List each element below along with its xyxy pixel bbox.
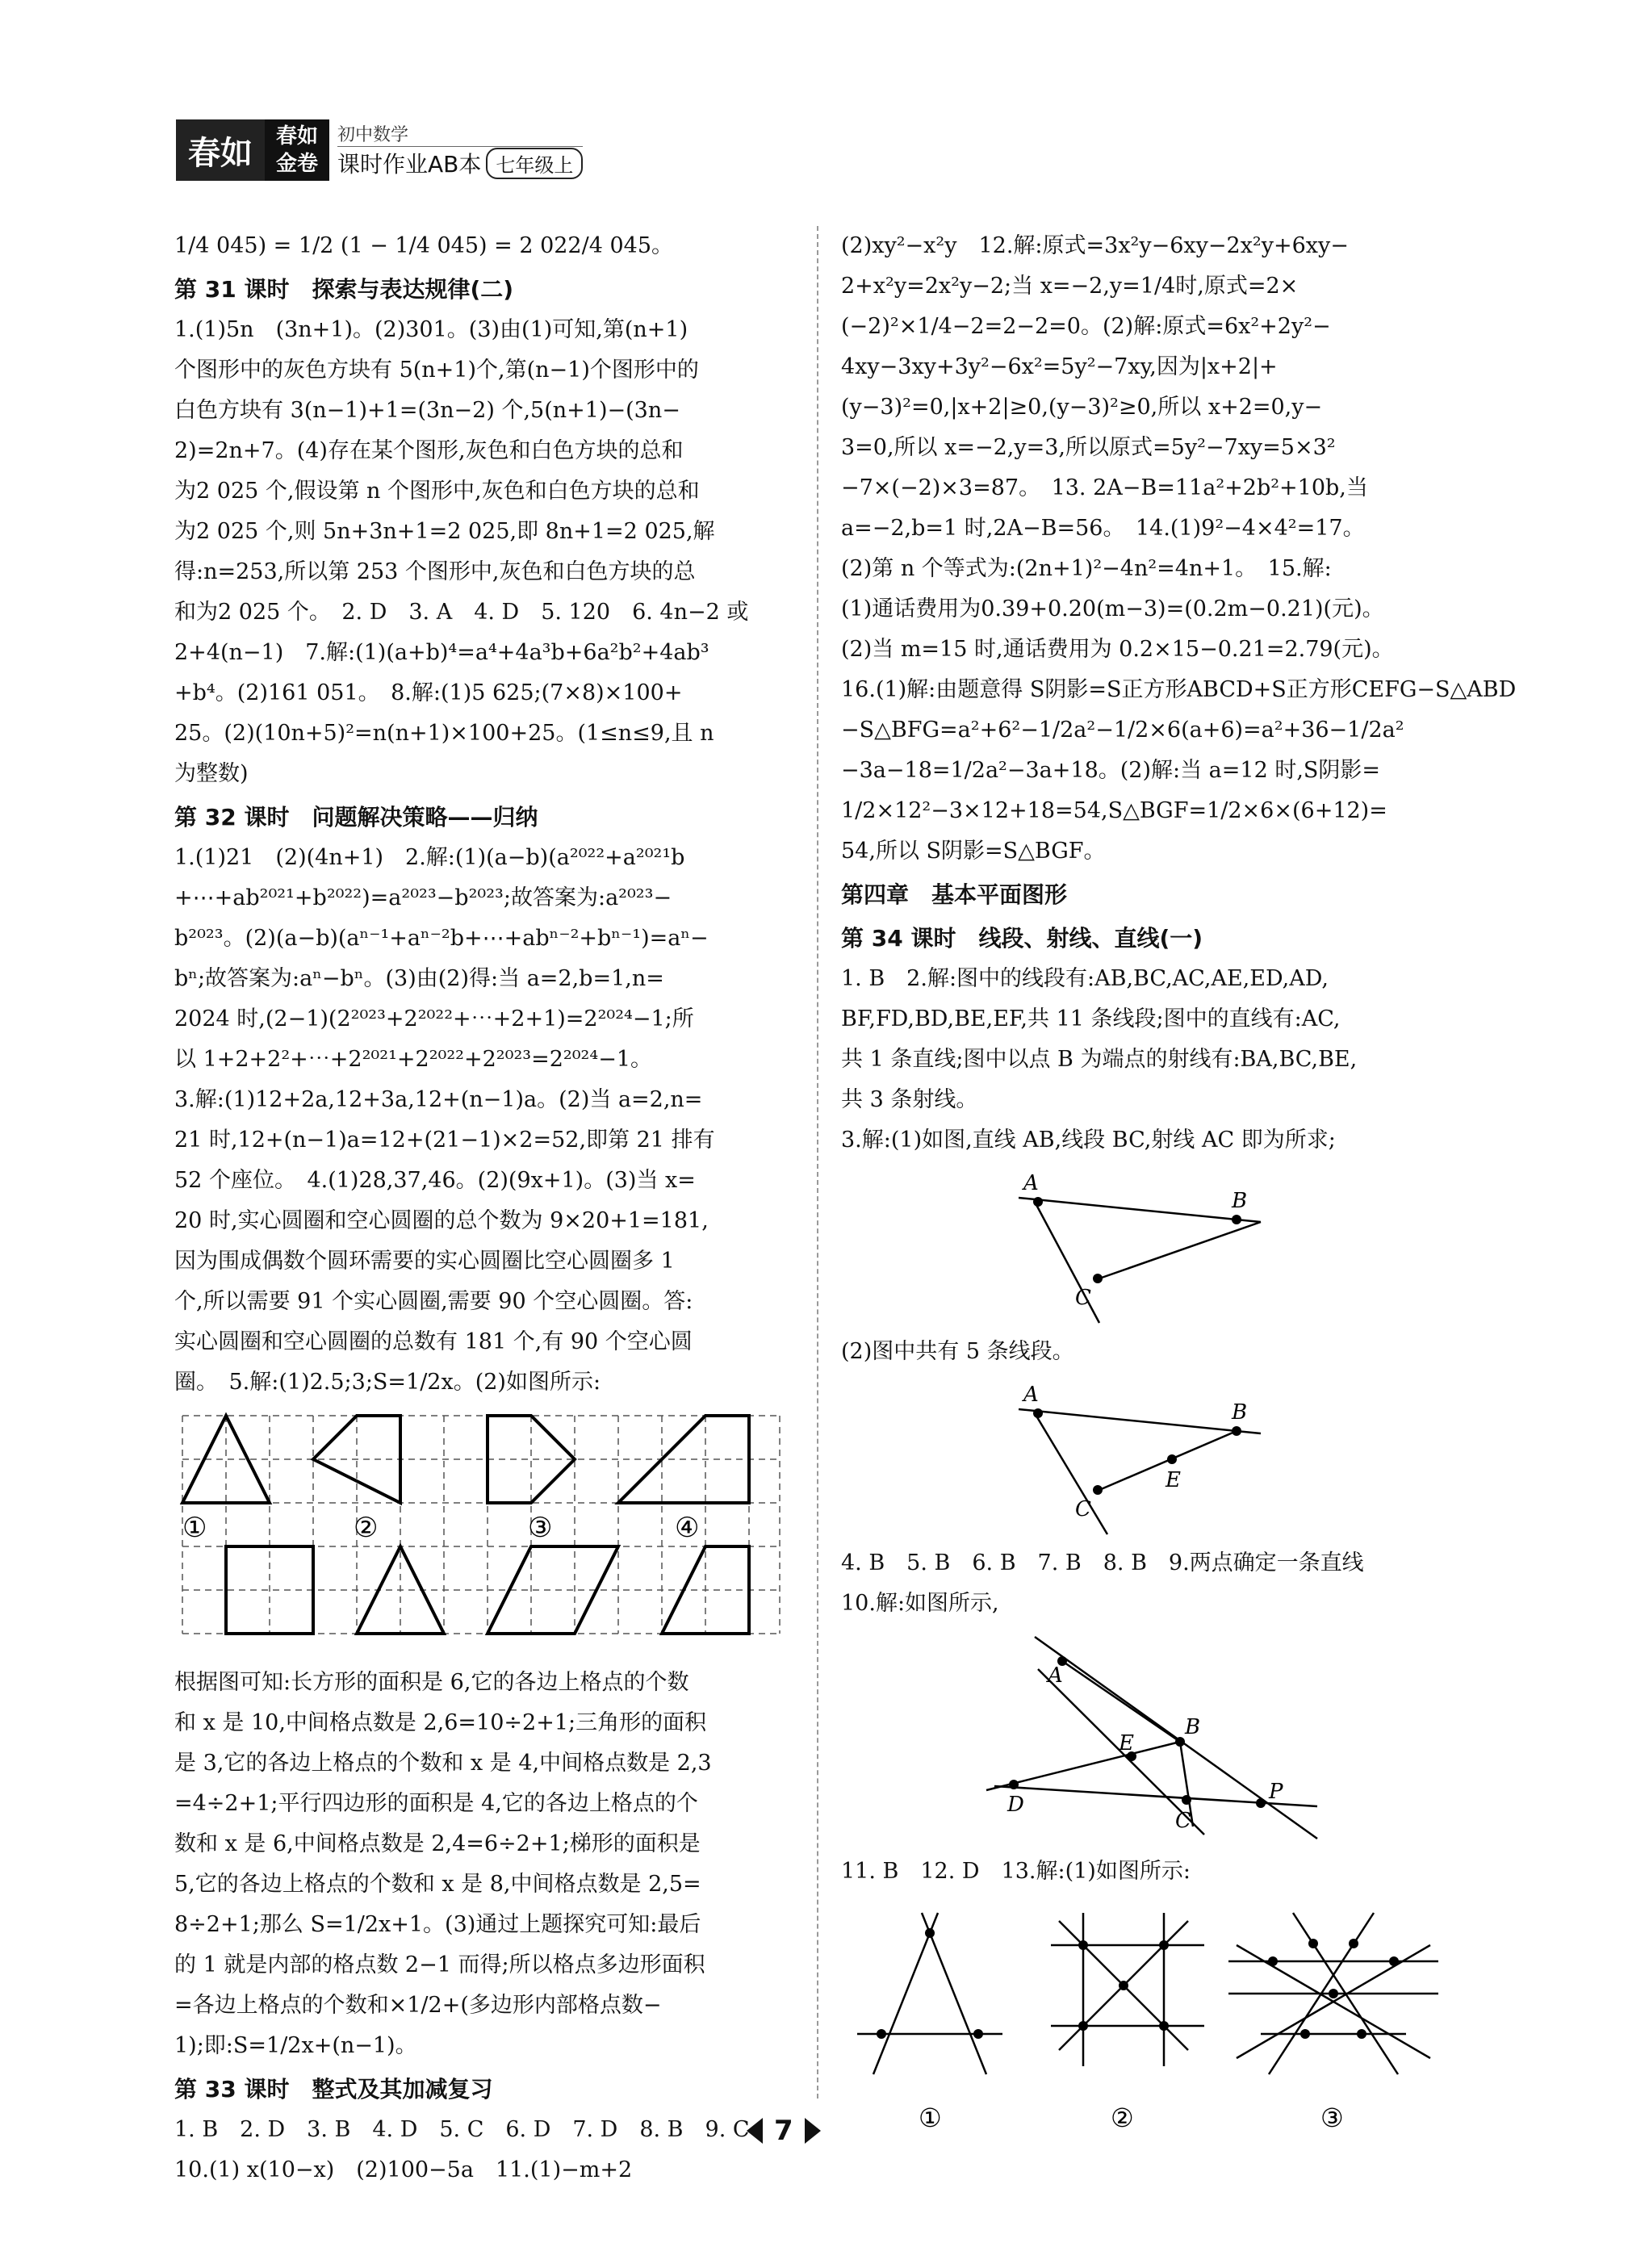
point-c	[1093, 1274, 1103, 1283]
intersection-point	[1078, 1940, 1088, 1950]
intersection-point	[925, 1928, 935, 1938]
text-line: 根据图可知:长方形的面积是 6,它的各边上格点的个数	[174, 1670, 689, 1695]
text-line: 16.(1)解:由题意得 S阴影=S正方形ABCD+S正方形CEFG−S△ABD	[841, 677, 1517, 702]
point-label: B	[1232, 1400, 1248, 1425]
text-line: 数和 x 是 6,中间格点数是 2,4=6÷2+1;梯形的面积是	[174, 1831, 701, 1856]
text-line: 共 3 条射线。	[841, 1087, 978, 1112]
text-line: 3.解:(1)如图,直线 AB,线段 BC,射线 AC 即为所求;	[841, 1128, 1336, 1153]
text-line: 个图形中的灰色方块有 5(n+1)个,第(n−1)个图形中的	[174, 358, 699, 383]
text-line: 52 个座位。 4.(1)28,37,46。(2)(9x+1)。(3)当 x=	[174, 1168, 696, 1193]
text-line: 2)=2n+7。(4)存在某个图形,灰色和白色方块的总和	[174, 438, 684, 463]
brand-block	[265, 119, 329, 181]
header-title-row	[337, 147, 583, 179]
intersection-point	[1357, 2029, 1366, 2039]
grid-polygons-figure	[174, 1408, 788, 1658]
text-line: −3a−18=1/2a²−3a+18。(2)解:当 a=12 时,S阴影=	[841, 758, 1381, 783]
text-line: 21 时,12+(n−1)a=12+(21−1)×2=52,即第 21 排有	[174, 1128, 715, 1153]
text-line: 1/4 045) = 1/2 (1 − 1/4 045) = 2 022/4 045。	[174, 233, 674, 258]
point-label: A	[1023, 1383, 1039, 1407]
text-line: 1. B 2.解:图中的线段有:AB,BC,AC,AE,ED,AD,	[841, 966, 1329, 991]
text-line: −S△BFG=a²+6²−1/2a²−1/2×6(a+6)=a²+36−1/2a²	[841, 718, 1404, 743]
intersection-point	[1300, 2029, 1310, 2039]
line-segment-figure-2	[841, 1377, 1454, 1538]
figure-label: ③	[528, 1512, 553, 1544]
intersecting-lines-figure	[841, 1897, 1454, 2139]
text-line: b²⁰²³。(2)(a−b)(aⁿ⁻¹+aⁿ⁻²b+⋯+abⁿ⁻²+bⁿ⁻¹)=aⁿ−	[174, 926, 709, 951]
text-line: 1.(1)5n (3n+1)。(2)301。(3)由(1)可知,第(n+1)	[174, 317, 688, 342]
text-line: 4. B 5. B 6. B 7. B 8. B 9.两点确定一条直线	[841, 1550, 1364, 1575]
text-line: 2+4(n−1) 7.解:(1)(a+b)⁴=a⁴+4a³b+6a²b²+4ab³	[174, 640, 709, 665]
text-line: 圈。 5.解:(1)2.5;3;S=1/2x。(2)如图所示:	[174, 1370, 601, 1395]
point-a	[1033, 1408, 1043, 1418]
intersection-point	[1308, 1939, 1318, 1948]
text-line: (1)通话费用为0.39+0.20(m−3)=(0.2m−0.21)(元)。	[841, 596, 1384, 621]
brand-line-2: 金卷	[275, 152, 318, 176]
prev-page-icon[interactable]	[747, 2118, 763, 2144]
text-line: 3=0,所以 x=−2,y=3,所以原式=5y²−7xy=5×3²	[841, 435, 1336, 460]
point-b	[1232, 1215, 1241, 1224]
text-line: (2)xy²−x²y 12.解:原式=3x²y−6xy−2x²y+6xy−	[841, 233, 1349, 258]
intersection-point	[973, 2029, 983, 2039]
intersection-point	[1119, 1981, 1128, 1990]
text-line: 白色方块有 3(n−1)+1=(3n−2) 个,5(n+1)−(3n−	[174, 398, 680, 423]
point-label: B	[1232, 1189, 1248, 1213]
text-line: (−2)²×1/4−2=2−2=0。(2)解:原式=6x²+2y²−	[841, 314, 1331, 339]
grade-badge: 七年级上	[486, 148, 583, 179]
point-label: D	[1007, 1793, 1024, 1817]
intersection-point	[1268, 1956, 1278, 1966]
intersection-point	[1329, 1989, 1338, 1998]
text-line: (2)当 m=15 时,通话费用为 0.2×15−0.21=2.79(元)。	[841, 637, 1394, 662]
text-line: (2)第 n 个等式为:(2n+1)²−4n²=4n+1。 15.解:	[841, 556, 1332, 581]
text-line: a=−2,b=1 时,2A−B=56。 14.(1)9²−4×4²=17。	[841, 516, 1365, 541]
text-line: 1/2×12²−3×12+18=54,S△BGF=1/2×6×(6+12)=	[841, 798, 1387, 823]
text-line: 1);即:S=1/2x+(n−1)。	[174, 2033, 417, 2058]
point-a	[1033, 1197, 1043, 1207]
intersection-point	[1159, 1940, 1169, 1950]
point-c	[1093, 1485, 1103, 1495]
text-line: 1. B 2. D 3. B 4. D 5. C 6. D 7. D 8. B 9. C	[174, 2117, 750, 2142]
line-segment-figure-1	[841, 1165, 1454, 1327]
text-line: 5,它的各边上格点的个数和 x 是 8,中间格点数是 2,5=	[174, 1872, 701, 1897]
page-header	[176, 119, 583, 181]
text-line: 2024 时,(2−1)(2²⁰²³+2²⁰²²+⋯+2+1)=2²⁰²⁴−1;所	[174, 1006, 694, 1031]
text-line: −7×(−2)×3=87。 13. 2A−B=11a²+2b²+10b,当	[841, 475, 1368, 500]
intersection-point	[1159, 2021, 1169, 2031]
column-divider	[817, 226, 818, 2099]
logo-text: 春如	[188, 134, 253, 172]
point-label: P	[1269, 1780, 1283, 1804]
point-label: C	[1075, 1497, 1091, 1521]
text-line: 和 x 是 10,中间格点数是 2,6=10÷2+1;三角形的面积	[174, 1710, 707, 1735]
point-b	[1232, 1426, 1241, 1436]
text-line: 20 时,实心圆圈和空心圆圈的总个数为 9×20+1=181,	[174, 1208, 709, 1233]
point-label: A	[1023, 1171, 1039, 1195]
text-line: 以 1+2+2²+⋯+2²⁰²¹+2²⁰²²+2²⁰²³=2²⁰²⁴−1。	[174, 1047, 652, 1072]
point-b	[1175, 1737, 1185, 1747]
text-line: =4÷2+1;平行四边形的面积是 4,它的各边上格点的个	[174, 1791, 698, 1816]
lesson-33-body	[174, 2110, 796, 2191]
text-line: 共 1 条直线;图中以点 B 为端点的射线有:BA,BC,BE,	[841, 1047, 1358, 1072]
lesson-34-heading: 第 34 课时 线段、射线、直线(一)	[841, 925, 1203, 952]
right-column	[841, 226, 1517, 2144]
text-line: 8÷2+1;那么 S=1/2x+1。(3)通过上题探究可知:最后	[174, 1912, 701, 1937]
text-line: 为2 025 个,假设第 n 个图形中,灰色和白色方块的总和	[174, 479, 700, 504]
point-label: B	[1185, 1715, 1201, 1739]
point-label: A	[1048, 1663, 1063, 1688]
text-line: 为整数)	[174, 761, 249, 786]
lesson-32-body	[174, 838, 796, 1403]
point-e	[1167, 1454, 1177, 1464]
figure-label: ②	[1111, 2103, 1134, 2133]
figure-label: ①	[919, 2103, 942, 2133]
lesson-34-body	[841, 959, 1454, 1161]
text-line: 10.解:如图所示,	[841, 1591, 999, 1616]
left-column	[174, 226, 796, 2191]
lesson-33-heading: 第 33 课时 整式及其加减复习	[174, 2076, 493, 2103]
text-line: 实心圆圈和空心圆圈的总数有 181 个,有 90 个空心圆	[174, 1329, 693, 1354]
line-ab	[1019, 1198, 1261, 1222]
text-line: 3.解:(1)12+2a,12+3a,12+(n−1)a。(2)当 a=2,n=	[174, 1087, 703, 1112]
text-line: 2+x²y=2x²y−2;当 x=−2,y=1/4时,原式=2×	[841, 274, 1299, 299]
text-line: (2)图中共有 5 条线段。	[841, 1339, 1074, 1364]
text-line: =各边上格点的个数和×1/2+(多边形内部格点数−	[174, 1993, 662, 2018]
text-line: 因为围成偶数个圆环需要的实心圆圈比空心圆圈多 1	[174, 1249, 675, 1274]
text-line: (y−3)²=0,|x+2|≥0,(y−3)²≥0,所以 x+2=0,y−	[841, 395, 1323, 420]
page-number-bar	[747, 2115, 821, 2147]
point-label: E	[1166, 1468, 1181, 1492]
header-subject: 初中数学	[337, 121, 583, 147]
lines-intersection-figure	[841, 1629, 1454, 1847]
text-line: 是 3,它的各边上格点的个数和 x 是 4,中间格点数是 2,3	[174, 1751, 712, 1776]
lesson-32-heading: 第 32 课时 问题解决策略——归纳	[174, 804, 538, 831]
intersection-point	[1349, 1939, 1358, 1948]
page-number: 7	[774, 2115, 793, 2147]
figure-label: ②	[354, 1512, 379, 1544]
text-line: +⋯+ab²⁰²¹+b²⁰²²)=a²⁰²³−b²⁰²³;故答案为:a²⁰²³−	[174, 885, 672, 910]
text-line: bⁿ;故答案为:aⁿ−bⁿ。(3)由(2)得:当 a=2,b=1,n=	[174, 966, 664, 991]
point-label: E	[1119, 1731, 1134, 1755]
point-label: C	[1075, 1286, 1091, 1310]
line-ab	[1019, 1409, 1261, 1433]
text-line: 为2 025 个,则 5n+3n+1=2 025,即 8n+1=2 025,解	[174, 519, 715, 544]
lesson-33-continued	[841, 226, 1517, 872]
header-title: 课时作业AB本	[337, 151, 482, 178]
brand-line-1: 春如	[275, 124, 318, 149]
intersection-point	[877, 2029, 886, 2039]
header-text	[329, 119, 583, 181]
text-line: 得:n=253,所以第 253 个图形中,灰色和白色方块的总	[174, 559, 696, 584]
text-line: 4xy−3xy+3y²−6x²=5y²−7xy,因为|x+2|+	[841, 354, 1278, 379]
text-line: 54,所以 S阴影=S△BGF。	[841, 839, 1106, 864]
text-line: 1.(1)21 (2)(4n+1) 2.解:(1)(a−b)(a²⁰²²+a²⁰²¹b	[174, 845, 685, 870]
text-line: 个,所以需要 91 个实心圆圈,需要 90 个空心圆圈。答:	[174, 1289, 693, 1314]
segment-bc	[1099, 1222, 1261, 1278]
text-line: 11. B 12. D 13.解:(1)如图所示:	[841, 1859, 1191, 1884]
point-label: C	[1175, 1809, 1191, 1833]
lesson-34-body-2	[841, 1543, 1454, 1624]
text-line: BF,FD,BD,BE,EF,共 11 条线段;图中的直线有:AC,	[841, 1006, 1341, 1031]
lesson-32-body-2	[174, 1663, 796, 2066]
point-d	[1009, 1780, 1019, 1789]
segment-ab	[1062, 1661, 1180, 1742]
text-line: +b⁴。(2)161 051。 8.解:(1)5 625;(7×8)×100+	[174, 680, 683, 705]
logo	[176, 119, 265, 181]
lesson-31-heading: 第 31 课时 探索与表达规律(二)	[174, 276, 514, 303]
point-p	[1256, 1798, 1266, 1808]
intersection-point	[1078, 2021, 1088, 2031]
text-line: 和为2 025 个。 2. D 3. A 4. D 5. 120 6. 4n−2 或	[174, 600, 749, 625]
figure-label: ①	[182, 1512, 207, 1544]
figure-label: ④	[675, 1512, 700, 1544]
text-line: 25。(2)(10n+5)²=n(n+1)×100+25。(1≤n≤9,且 n	[174, 721, 714, 746]
intersection-point	[1389, 1956, 1399, 1966]
text-line: 的 1 就是内部的格点数 2−1 而得;所以格点多边形面积	[174, 1952, 705, 1977]
chapter-heading: 第四章 基本平面图形	[841, 881, 1068, 908]
text-line: 10.(1) x(10−x) (2)100−5a 11.(1)−m+2	[174, 2157, 633, 2182]
figure-label: ③	[1320, 2103, 1344, 2133]
parallelogram-shape	[488, 1546, 618, 1634]
next-page-icon[interactable]	[805, 2118, 821, 2144]
point-c	[1182, 1795, 1191, 1805]
ray-ac	[1035, 1413, 1107, 1534]
lesson-31-body	[174, 310, 796, 794]
